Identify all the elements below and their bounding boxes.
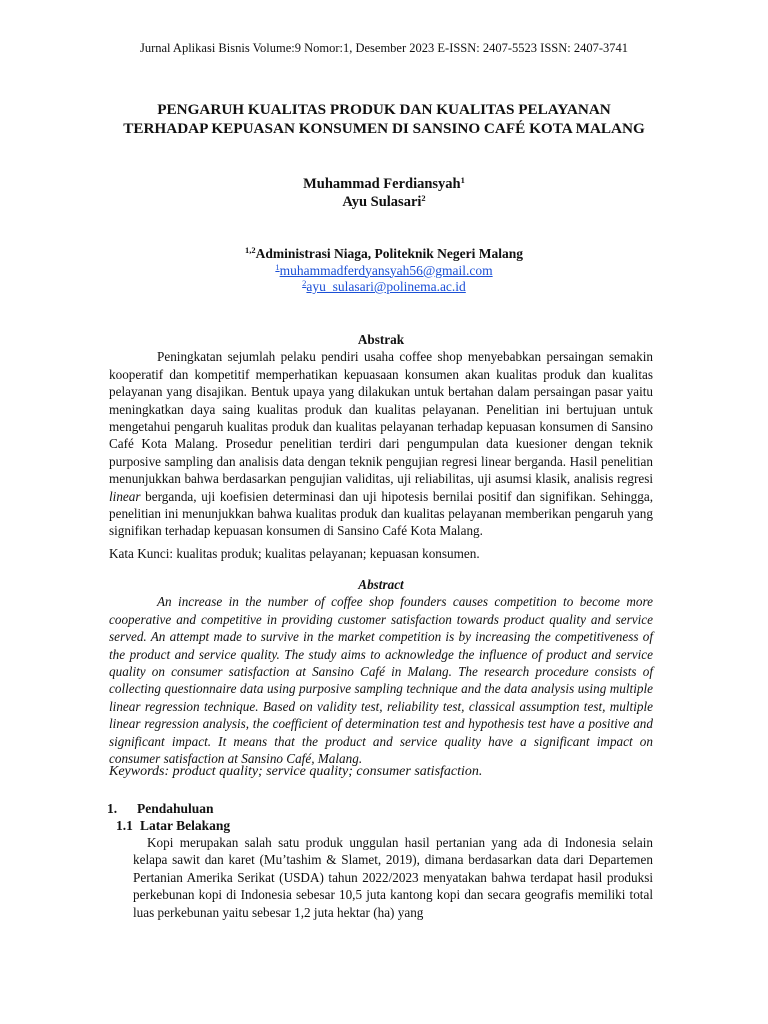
- section-1-1-heading: 1.1 Latar Belakang: [116, 818, 231, 833]
- email-1[interactable]: $^1$muhammadferdyansyah56@gmail.com: [275, 261, 493, 278]
- affiliation-block: [0, 246, 768, 296]
- abstrak-heading: Abstrak: [357, 332, 405, 347]
- author-1-sup: 1: [460, 175, 465, 185]
- affiliation-org: $^{1,2}$Administrasi Niaga, Politeknik Negeri Malang: [245, 245, 523, 261]
- section-1-heading: 1. Pendahuluan: [107, 801, 214, 816]
- kata-kunci: Kata Kunci: kualitas produk; kualitas pelayanan; kepuasan konsumen.: [109, 546, 480, 561]
- paper-title: [80, 100, 688, 138]
- email-2-link[interactable]: ayu_sulasari@polinema.ac.id: [306, 279, 466, 294]
- running-head: Jurnal Aplikasi Bisnis Volume:9 Nomor:1, Desember 2023 E-ISSN: 2407-5523 ISSN: 2407-3741: [139, 41, 629, 55]
- author-list: [0, 175, 768, 211]
- abstrak-section: [109, 331, 653, 540]
- keywords-en: Keywords: product quality; service quality; consumer satisfaction.: [109, 764, 483, 779]
- author-1: Muhammad Ferdiansyah$^1$: [303, 175, 465, 192]
- email-1-link[interactable]: muhammadferdyansyah56@gmail.com: [279, 262, 493, 278]
- email-2[interactable]: $^2$ayu_sulasari@polinema.ac.id: [302, 278, 466, 294]
- author-2-sup: 2: [421, 193, 426, 203]
- abstract-section: [109, 576, 653, 767]
- abstract-heading: Abstract: [358, 577, 404, 592]
- author-2: Ayu Sulasari$^2$: [342, 193, 426, 210]
- title-line-1: PENGARUH KUALITAS PRODUK DAN KUALITAS PELAYANAN: [157, 101, 611, 118]
- title-line-2: TERHADAP KEPUASAN KONSUMEN DI SANSINO CAFÉ KOTA MALANG: [123, 120, 645, 137]
- abstrak-text: Peningkatan sejumlah pelaku pendiri usaha coffee shop menyebabkan persaingan semakin kooperatif dan kompetitif memperhatikan kepuasaan konsumen akan kualitas produk dan kualitas pelayanan yang disajikan. Bentuk upaya yang dilakukan untuk bertahan dalam persaingan pasar yaitu meningkatkan daya saing kualitas produk dan kualitas pelayanan. Penelitian ini bertujuan untuk mengetahui pengaruh kualitas produk dan kualitas pelayanan terhadap kepuasan konsumen di Sansino Café Kota Malang. Prosedur penelitian terdiri dari pengumpulan data kuesioner dengan teknik purposive sampling dan analisis data dengan teknik pengujian regresi linear berganda. Hasil penelitian menunjukkan bahwa berdasarkan pengujian validitas, uji reliabilitas, uji asumsi klasik, analisis regresi linear berganda, uji koefisien determinasi dan uji hipotesis bernilai positif dan signifikan. Sehingga, penelitian ini menunjukkan bahwa kualitas produk dan kualitas pelayanan memberikan pengaruh yang signifikan terhadap kepuasan konsumen di Sansino Café Kota Malang.: [109, 349, 653, 539]
- abstract-text: An increase in the number of coffee shop founders causes competition to become more cooperative and competitive in providing customer satisfaction towards product quality and service served. An attempt made to survive in the market competition is by increasing the competitiveness of the product and service quality. The study aims to acknowledge the influence of product and service quality on consumer satisfaction at Sansino Café in Malang. The research procedure consists of collecting questionnaire data using purposive sampling technique and the data analysis using multiple linear regression technique. Based on validity test, reliability test, classical assumption test, multiple linear regression analysis, the coefficient of determination test and hypothesis test have a positive and significant impact. It means that the product and service quality have a significant impact on consumer satisfaction at Sansino Café, Malang.: [109, 594, 653, 767]
- intro-paragraph: Kopi merupakan salah satu produk unggulan hasil pertanian yang ada di Indonesia selain kelapa sawit dan karet (Mu’tashim & Slamet, 2019), dimana berdasarkan data dari Departemen Pertanian Amerika Serikat (USDA) tahun 2022/2023 menyatakan bahwa terdapat hasil produksi perkebunan kopi di Indonesia sebesar 10,5 juta kantong kopi dan secara geografis memiliki total luas perkebunan yaitu sebesar 1,2 juta hektar (ha) yang: [133, 835, 653, 920]
